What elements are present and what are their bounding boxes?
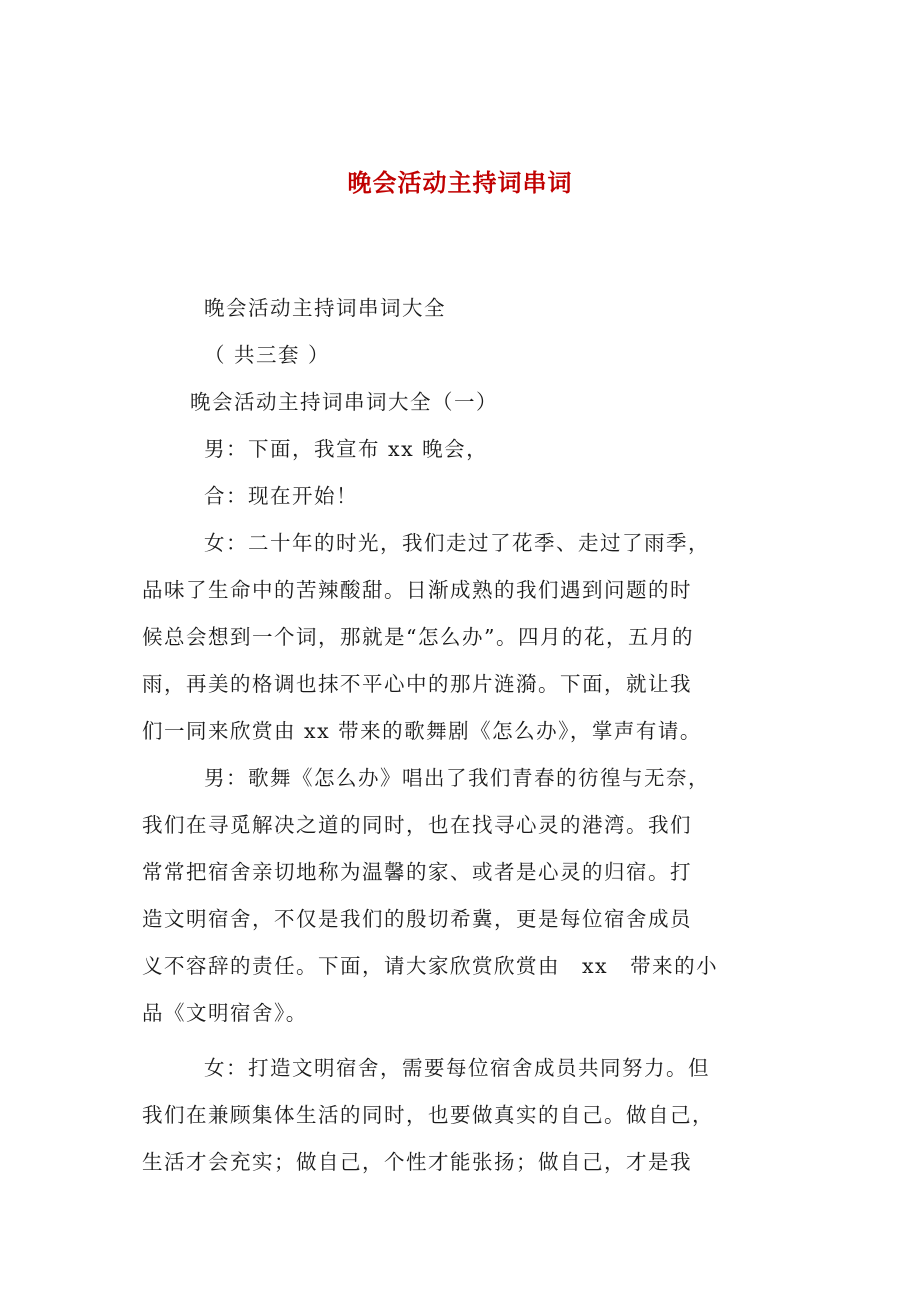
text-line: 品味了生命中的苦辣酸甜。日渐成熟的我们遇到问题的时: [142, 578, 692, 602]
text-line: 晚会活动主持词串词大全: [204, 296, 446, 320]
text-line: 常常把宿舍亲切地称为温馨的家、或者是心灵的归宿。打: [142, 860, 692, 884]
text-line: 我们在寻觅解决之道的同时，也在找寻心灵的港湾。我们: [142, 813, 692, 837]
text-line: 女：打造文明宿舍，需要每位宿舍成员共同努力。但: [204, 1056, 710, 1080]
text-line: （ 共三套 ）: [204, 343, 331, 367]
text-line: 品《文明宿舍》。: [142, 1001, 308, 1025]
text-line: 生活才会充实；做自己，个性才能张扬；做自己，才是我: [142, 1150, 692, 1174]
text-line: 造文明宿舍，不仅是我们的殷切希冀，更是每位宿舍成员: [142, 907, 692, 931]
text-line: 我们在兼顾集体生活的同时，也要做真实的自己。做自己，: [142, 1103, 714, 1127]
text-line: 义不容辞的责任。下面，请大家欣赏欣赏由 xx 带来的小: [142, 954, 719, 978]
text-line: 男：歌舞《怎么办》唱出了我们青春的彷徨与无奈，: [204, 766, 710, 790]
document-title: 晚会活动主持词串词: [347, 168, 573, 197]
text-line: 们一同来欣赏由 xx 带来的歌舞剧《怎么办》，掌声有请。: [142, 719, 702, 743]
text-line: 合：现在开始！: [204, 484, 358, 508]
text-line: 雨，再美的格调也抹不平心中的那片涟漪。下面，就让我: [142, 672, 692, 696]
text-line: 男：下面，我宣布 xx 晚会，: [204, 437, 489, 461]
text-line: 女：二十年的时光，我们走过了花季、走过了雨季，: [204, 531, 710, 555]
text-line: 晚会活动主持词串词大全（一）: [190, 390, 498, 414]
text-line: 候总会想到一个词，那就是“怎么办”。四月的花，五月的: [142, 625, 694, 649]
document-body: [142, 285, 792, 1186]
